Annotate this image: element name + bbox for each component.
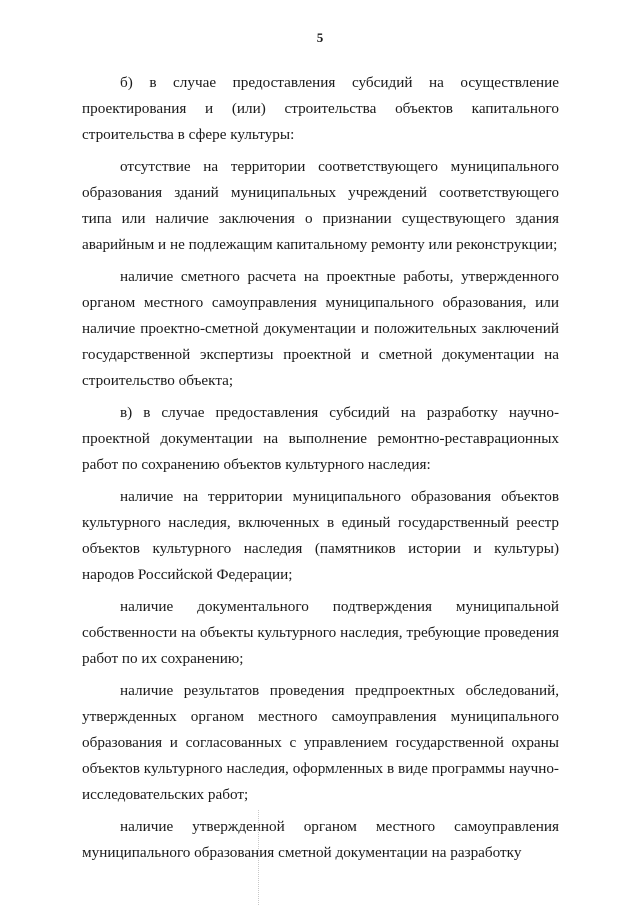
paragraph-condition-ownership: наличие документального подтверждения муниципальной собственности на объекты культурного наследия, требующие проведения работ по их сохранению; [82,598,559,667]
paragraph-condition-surveys: наличие результатов проведения предпроектных обследований, утвержденных органом местного самоуправления муниципального образования и согласованных с управлением государственной охраны объектов культурного наследия, оформленных в виде программы научно-исследовательских работ; [82,682,559,803]
paragraph-condition-approved-estimate: наличие утвержденной органом местного самоуправления муниципального образования сметной документации на разработку [82,818,559,861]
document-body [82,70,559,872]
scan-artifact-line [258,810,259,905]
paragraph-condition-estimate: наличие сметного расчета на проектные работы, утвержденного органом местного самоуправления муниципального образования, или наличие проектно-сметной документации и положительных заключений государственной экспертизы проектной и сметной документации на строительство объекта; [82,268,559,389]
paragraph-b-intro: б) в случае предоставления субсидий на осуществление проектирования и (или) строительства объектов капитального строительства в сфере культуры: [82,74,559,143]
paragraph-condition-absence: отсутствие на территории соответствующего муниципального образования зданий муниципальных учреждений соответствующего типа или наличие заключения о признании существующего здания аварийным и не подлежащим капитальному ремонту или реконструкции; [82,158,559,253]
page-number: 5 [316,30,324,45]
paragraph-condition-heritage-objects: наличие на территории муниципального образования объектов культурного наследия, включенных в единый государственный реестр объектов культурного наследия (памятников истории и культуры) народов Российской Федерации; [82,488,559,583]
paragraph-v-intro: в) в случае предоставления субсидий на разработку научно-проектной документации на выполнение ремонтно-реставрационных работ по сохранению объектов культурного наследия: [82,404,559,473]
